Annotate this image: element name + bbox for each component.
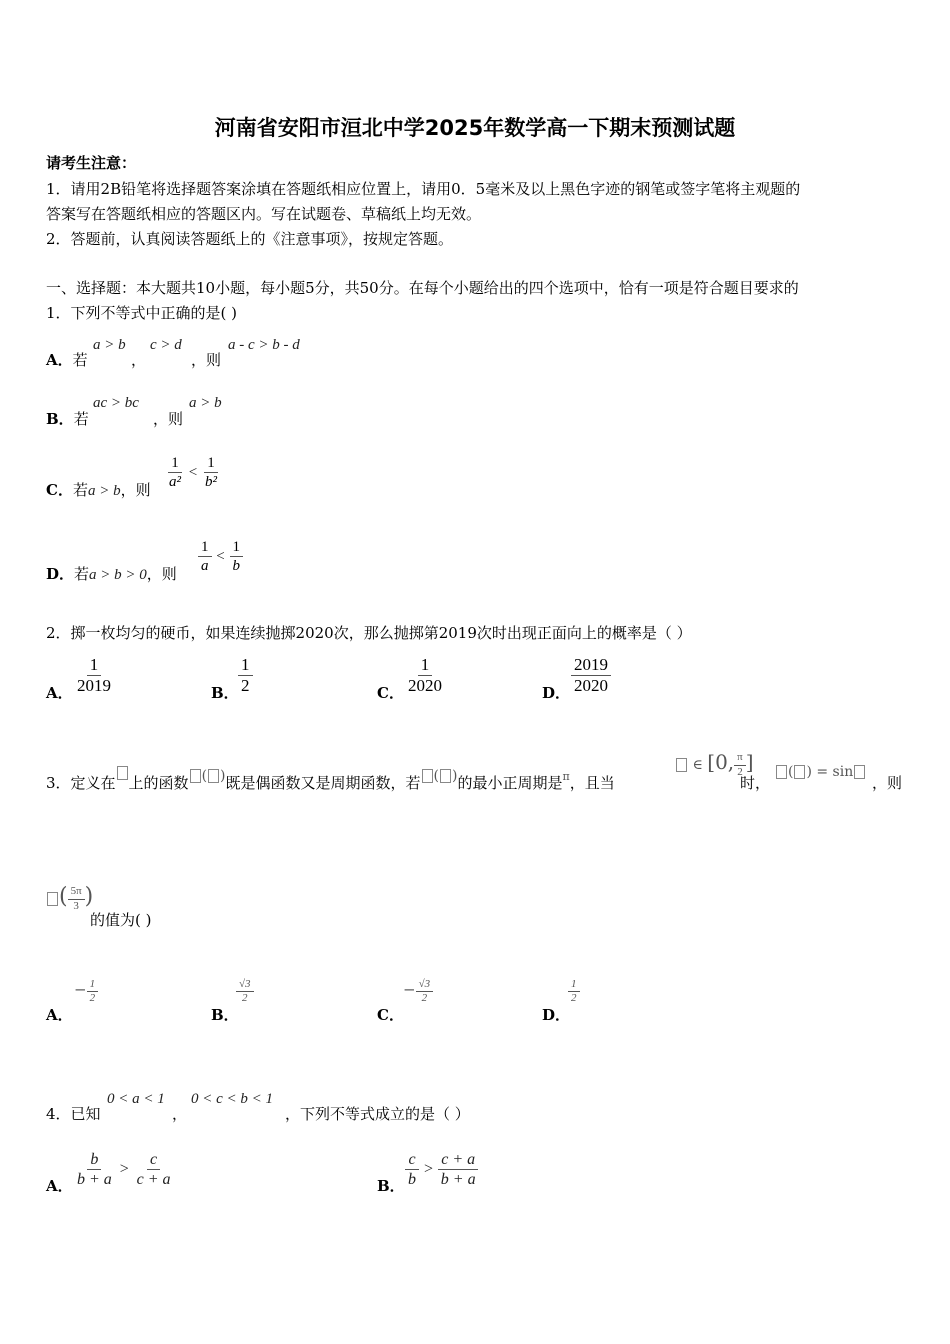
q3-t8: 的值为( ) — [90, 911, 152, 929]
q3-interval: ∈ [0, $\frac{\pi}{2}$ ] — [675, 750, 754, 779]
q3-stem: 3．定义在 上的函数 ( )既是偶函数又是周期函数，若 ( )的最小正周期是$^\pi$，且当 — [46, 768, 615, 792]
page-title: 河南省安阳市洹北中学2025年数学高一下期末预测试题 — [214, 116, 736, 140]
q3-sin: ) = sin — [806, 764, 854, 780]
q1-d-ze: ，则 — [146, 565, 177, 583]
notice-heading: 请考生注意： — [46, 154, 137, 172]
q3-f-value: ( $\frac{5\pi}{3}$ ) — [46, 884, 93, 913]
q3-t1: 3．定义在 — [46, 774, 116, 792]
q3-option-b[interactable]: $\frac{√3}{2}$ — [236, 978, 254, 1005]
q3-t2: 上的函数 — [128, 774, 189, 792]
q4-b-label[interactable]: B． — [377, 1177, 405, 1195]
q3-option-d[interactable]: $\frac{1}{2}$ — [568, 978, 580, 1005]
q1-c-lt: < — [188, 464, 198, 481]
q1-a-ruo: 若 — [72, 351, 88, 369]
q1-a-m1: a > b — [93, 337, 126, 353]
notice-line2: 2．答题前，认真阅读答题纸上的《注意事项》，按规定答题。 — [46, 230, 454, 248]
q3-d-label[interactable]: D． — [542, 1006, 571, 1024]
q3-a-label[interactable]: A． — [46, 1006, 73, 1024]
q2-option-d[interactable] — [571, 655, 611, 697]
q2-c-den: 2020 — [408, 676, 442, 696]
q1-a-sep: ， — [131, 351, 147, 369]
q2-b-den: 2 — [241, 676, 250, 696]
q2-option-a[interactable] — [74, 655, 114, 697]
q1-d-expr — [198, 538, 243, 575]
q4-t2: ，下列不等式成立的是（ ） — [285, 1105, 470, 1123]
q3-pi: π — [562, 770, 570, 783]
q2-c-num: 1 — [418, 655, 433, 676]
q2-d-num: 2019 — [571, 655, 611, 676]
q2-b-label[interactable]: B． — [211, 684, 239, 702]
q1-stem: 1．下列不等式中正确的是( ) — [46, 304, 238, 322]
q3-bracket-close: ] — [745, 750, 754, 774]
q1-b-m2: a > b — [189, 395, 222, 411]
q1-d-m1: a > b > 0 — [89, 567, 147, 583]
q3-set-box — [117, 766, 128, 780]
q1-option-b[interactable] — [46, 408, 89, 429]
section-heading: 一、选择题：本大题共10小题，每小题5分，共50分。在每个小题给出的四个选项中，恰有一项是符合题目要求的 — [46, 279, 799, 297]
q2-d-den: 2020 — [574, 676, 608, 696]
q3-t6: 时， — [740, 774, 771, 792]
q1-c-ruo: 若 — [72, 481, 88, 499]
q1-b-ruo: 若 — [73, 410, 89, 428]
q1-c-label: C． — [46, 481, 73, 499]
q4-m1: 0 < a < 1 — [107, 1091, 165, 1107]
q3-b-label[interactable]: B． — [211, 1006, 239, 1024]
q2-a-label[interactable]: A． — [46, 684, 73, 702]
q1-option-d[interactable] — [46, 563, 177, 584]
q3-c-label[interactable]: C． — [377, 1006, 404, 1024]
q1-d-label: D． — [46, 565, 75, 583]
q2-c-label[interactable]: C． — [377, 684, 404, 702]
q3-t5: ，且当 — [569, 774, 615, 792]
q1-d-lt: < — [216, 548, 225, 565]
q1-a-ze: ，则 — [191, 351, 222, 369]
q1-a-m3: a - c > b - d — [228, 337, 300, 353]
q1-b-label: B． — [46, 410, 74, 428]
q4-m2: 0 < c < b < 1 — [191, 1091, 274, 1107]
q1-option-a[interactable] — [46, 349, 88, 370]
q2-stem: 2．掷一枚均匀的硬币，如果连续抛掷2020次，那么抛掷第2019次时出现正面向上的概率是（ ） — [46, 624, 692, 642]
q3-in: ∈ — [692, 757, 703, 773]
q1-c-expr — [166, 454, 220, 491]
q3-option-a[interactable]: − $\frac{1}{2}$ — [74, 978, 98, 1005]
q4-t1: 4．已知 — [46, 1105, 101, 1123]
q3-t7: ，则 — [872, 774, 903, 792]
q2-option-c[interactable] — [405, 655, 445, 697]
q3-definition: ( ) = sin — [775, 764, 866, 780]
q1-a-m2: c > d — [150, 337, 182, 353]
q4-option-b[interactable]: $\frac{c}{b}$ > $\frac{c + a}{b + a}$ — [405, 1150, 479, 1189]
q1-b-ze: ，则 — [153, 410, 184, 428]
q2-a-num: 1 — [87, 655, 102, 676]
q3-t3: 既是偶函数又是周期函数，若 — [225, 774, 421, 792]
q1-d-ruo: 若 — [74, 565, 90, 583]
q3-t4: 的最小正周期是 — [457, 774, 563, 792]
q1-c-m1: a > b — [87, 483, 121, 499]
q1-d-frac2: $\frac{1}{b}$ — [230, 538, 244, 575]
q1-c-frac1: $\frac{1}{\text{a²}}$ — [169, 455, 181, 490]
q2-b-num: 1 — [238, 655, 253, 676]
q1-c-ze: ，则 — [120, 481, 151, 499]
q1-c-frac2: $\frac{1}{\text{b²}}$ — [205, 455, 218, 490]
q2-option-b[interactable] — [238, 655, 253, 697]
q2-d-label[interactable]: D． — [542, 684, 571, 702]
q1-b-m1: ac > bc — [93, 395, 139, 411]
q3-option-c[interactable]: − $\frac{√3}{2}$ — [403, 978, 433, 1005]
notice-line1a: 1．请用2B铅笔将选择题答案涂填在答题纸相应位置上，请用0．5毫米及以上黑色字迹的钢笔或签字笔将主观题的 — [46, 180, 801, 198]
q3-bracket: [0, — [707, 750, 735, 774]
q4-option-a[interactable]: $\frac{b}{b + a}$ > $\frac{c}{c + a}$ — [77, 1151, 171, 1189]
q2-a-den: 2019 — [77, 676, 111, 696]
q1-d-frac1: $\frac{1}{a}$ — [198, 538, 212, 575]
q1-a-label: A． — [46, 351, 73, 369]
notice-line1b: 答案写在答题纸相应的答题区内。写在试题卷、草稿纸上均无效。 — [46, 205, 482, 223]
q4-sep: ， — [172, 1105, 188, 1123]
q3-f-paren1: ( — [201, 768, 208, 784]
q4-a-label[interactable]: A． — [46, 1177, 73, 1195]
q1-option-c[interactable] — [46, 479, 151, 500]
